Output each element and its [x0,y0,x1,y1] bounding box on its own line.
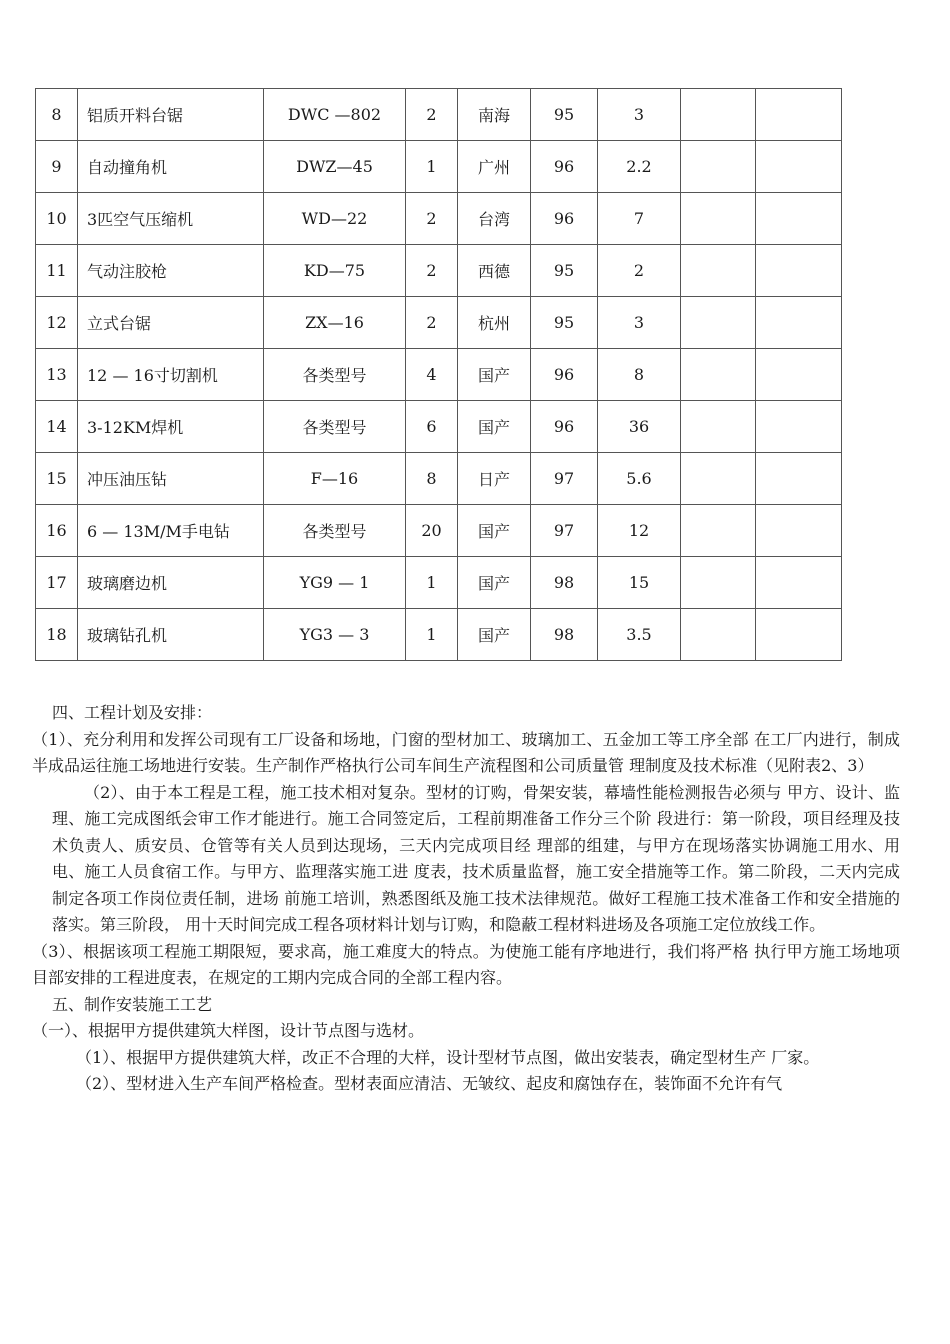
empty-cell [756,89,842,141]
equipment-year: 98 [531,609,598,661]
equipment-year: 95 [531,89,598,141]
equipment-power: 7 [598,193,681,245]
row-number: 16 [36,505,78,557]
equipment-quantity: 2 [406,193,458,245]
equipment-name: 6 — 13M/M手电钻 [78,505,264,557]
equipment-origin: 日产 [458,453,531,505]
equipment-origin: 南海 [458,89,531,141]
empty-cell [681,89,756,141]
equipment-year: 97 [531,505,598,557]
equipment-year: 95 [531,297,598,349]
empty-cell [681,193,756,245]
empty-cell [681,349,756,401]
equipment-model: 各类型号 [264,505,406,557]
equipment-name: 冲压油压钻 [78,453,264,505]
equipment-quantity: 2 [406,297,458,349]
empty-cell [756,141,842,193]
row-number: 12 [36,297,78,349]
section-5-heading: 五、制作安装施工工艺 [52,994,213,1014]
equipment-table-body [36,89,842,661]
equipment-origin: 国产 [458,349,531,401]
equipment-power: 5.6 [598,453,681,505]
equipment-year: 96 [531,141,598,193]
equipment-power: 36 [598,401,681,453]
equipment-origin: 杭州 [458,297,531,349]
equipment-year: 98 [531,557,598,609]
paragraph-plan-2: （2）、由于本工程是工程，施工技术相对复杂。型材的订购，骨架安装，幕墙性能检测报告必须与 甲方、设计、监理、施工完成图纸会审工作才能进行。施工合同签定后，工程前期准备工作分三个阶 段进行：第一阶段，项目经理及技术负责人、质安员、仓管等有关人员到达现场，三天内完成项目经 理部的组建，与甲方在现场落实协调施工用水、用电、施工人员食宿工作。与甲方、监理落实施工进 度表，技术质量监督，施工安全措施等工作。第二阶段，二天内完成制定各项工作岗位责任制，进场 前施工培训，熟悉图纸及施工技术法律规范。做好工程施工技术准备工作和安全措施的落实。第三阶段， 用十天时间完成工程各项材料计划与订购，和隐蔽工程材料进场及各项施工定位放线工作。 [52,782,900,934]
empty-cell [756,505,842,557]
equipment-quantity: 8 [406,453,458,505]
equipment-origin: 国产 [458,557,531,609]
row-number: 11 [36,245,78,297]
empty-cell [756,609,842,661]
table-row [36,349,842,401]
row-number: 17 [36,557,78,609]
equipment-power: 3 [598,297,681,349]
equipment-quantity: 1 [406,141,458,193]
equipment-quantity: 6 [406,401,458,453]
empty-cell [756,401,842,453]
table-row [36,193,842,245]
equipment-origin: 国产 [458,401,531,453]
equipment-model: DWZ—45 [264,141,406,193]
empty-cell [756,453,842,505]
equipment-model: WD—22 [264,193,406,245]
row-number: 8 [36,89,78,141]
equipment-quantity: 4 [406,349,458,401]
equipment-power: 12 [598,505,681,557]
empty-cell [681,505,756,557]
empty-cell [681,453,756,505]
equipment-power: 2.2 [598,141,681,193]
equipment-model: KD—75 [264,245,406,297]
row-number: 9 [36,141,78,193]
table-row [36,297,842,349]
equipment-origin: 西德 [458,245,531,297]
equipment-model: DWC —802 [264,89,406,141]
paragraph-plan-3: （3）、根据该项工程施工期限短，要求高，施工难度大的特点。为使施工能有序地进行，我们将严格 执行甲方施工场地项目部安排的工程进度表，在规定的工期内完成合同的全部工程内容。 [32,941,900,987]
row-number: 14 [36,401,78,453]
table-row [36,245,842,297]
empty-cell [756,245,842,297]
equipment-year: 95 [531,245,598,297]
row-number: 18 [36,609,78,661]
equipment-model: ZX—16 [264,297,406,349]
equipment-power: 3.5 [598,609,681,661]
empty-cell [681,401,756,453]
row-number: 15 [36,453,78,505]
equipment-name: 立式台锯 [78,297,264,349]
empty-cell [681,557,756,609]
equipment-origin: 国产 [458,609,531,661]
equipment-origin: 广州 [458,141,531,193]
table-row [36,141,842,193]
equipment-name: 玻璃磨边机 [78,557,264,609]
section-4-heading: 四、工程计划及安排： [52,703,213,722]
paragraph-process-1: （1）、根据甲方提供建筑大样，改正不合理的大样，设计型材节点图，做出安装表，确定型材生产 厂家。 [76,1047,820,1067]
empty-cell [756,349,842,401]
empty-cell [756,193,842,245]
subsection-1-heading: （一）、根据甲方提供建筑大样图，设计节点图与选材。 [32,1021,425,1040]
equipment-model: YG9 — 1 [264,557,406,609]
table-row [36,401,842,453]
empty-cell [681,245,756,297]
row-number: 13 [36,349,78,401]
equipment-name: 3匹空气压缩机 [78,193,264,245]
row-number: 10 [36,193,78,245]
equipment-power: 2 [598,245,681,297]
empty-cell [681,297,756,349]
equipment-year: 96 [531,349,598,401]
equipment-table [35,88,842,661]
empty-cell [681,141,756,193]
equipment-model: 各类型号 [264,401,406,453]
equipment-year: 96 [531,401,598,453]
equipment-year: 97 [531,453,598,505]
equipment-name: 12 — 16寸切割机 [78,349,264,401]
equipment-quantity: 20 [406,505,458,557]
equipment-model: F—16 [264,453,406,505]
equipment-name: 铝质开料台锯 [78,89,264,141]
empty-cell [756,557,842,609]
equipment-year: 96 [531,193,598,245]
equipment-model: 各类型号 [264,349,406,401]
equipment-name: 玻璃钻孔机 [78,609,264,661]
table-row [36,453,842,505]
equipment-model: YG3 — 3 [264,609,406,661]
equipment-origin: 台湾 [458,193,531,245]
equipment-name: 气动注胶枪 [78,245,264,297]
body-text [32,700,900,1098]
equipment-name: 自动撞角机 [78,141,264,193]
table-row [36,557,842,609]
equipment-power: 15 [598,557,681,609]
equipment-quantity: 1 [406,609,458,661]
paragraph-process-2: （2）、型材进入生产车间严格检查。型材表面应清洁、无皱纹、起皮和腐蚀存在，装饰面不允许有气 [76,1074,783,1093]
equipment-power: 8 [598,349,681,401]
paragraph-plan-1: （1）、充分利用和发挥公司现有工厂设备和场地，门窗的型材加工、玻璃加工、五金加工等工序全部 在工厂内进行，制成半成品运往施工场地进行安装。生产制作严格执行公司车间生产流程图和公司质量管 理制度及技术标准（见附表2、3） [32,729,900,775]
table-row [36,89,842,141]
equipment-name: 3-12KM焊机 [78,401,264,453]
equipment-power: 3 [598,89,681,141]
equipment-quantity: 1 [406,557,458,609]
equipment-quantity: 2 [406,89,458,141]
empty-cell [681,609,756,661]
table-row [36,505,842,557]
equipment-origin: 国产 [458,505,531,557]
table-row [36,609,842,661]
equipment-quantity: 2 [406,245,458,297]
empty-cell [756,297,842,349]
